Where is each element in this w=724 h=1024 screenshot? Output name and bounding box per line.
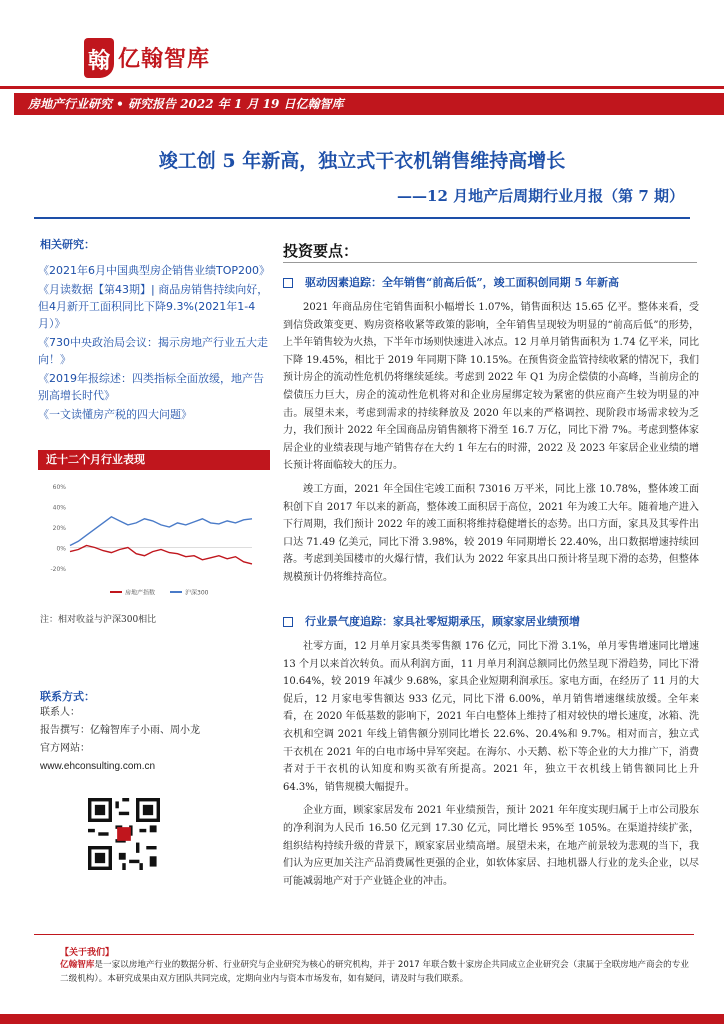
qr-code xyxy=(88,798,160,870)
chart-note: 注：相对收益与沪深300相比 xyxy=(40,615,157,625)
y-tick-label: 0% xyxy=(56,545,66,553)
about-text xyxy=(60,958,690,986)
contact-person: 联系人： xyxy=(40,707,80,718)
paragraph: 社零方面，12 月单月家具类零售额 176 亿元，同比下滑 3.1%，单月零售增速同比增速 13 个月以来首次转负。而从利润方面，11 月单月利润总额同比仍然呈现下滑趋势，同比下滑 10.64%，较 2019 年减少 9.68%，家具企业短期利润承压。家电方面，在经历了 11 月的大促后，12 月家电零售额达 933 亿元，同比下滑 6.00%，单月销售增速继续放缓。全年来看，在 2020 年低基数的影响下，2021 年白电整体上维持了相对较快的增长速度，冰箱、洗衣机和空调 2021 年线上销售额分别同比增长 22.6%、20.4%和 9.7%。相对而言，独立式干衣机在 2021 年的白电市场中异军突起。在海尔、小天鹅、松下等企业的大力推广下，消费者对于干衣机的认知度和购买欲有所提高。2021 年，独立干衣机线上销售额同比上升 64.3%，销售规模大幅提升。 xyxy=(283,641,699,793)
section-heading xyxy=(283,274,619,290)
about-heading: 【关于我们】 xyxy=(60,948,115,958)
y-tick-label: -20% xyxy=(50,566,66,573)
related-link[interactable]: 《月读数据【第43期】| 商品房销售持续向好，但4月新开工面积同比下降9.3%(2021年1-4月）》 xyxy=(38,283,269,330)
related-link[interactable]: 《一文读懂房产税的四大问题》 xyxy=(38,408,192,421)
performance-heading: 近十二个月行业表现 xyxy=(38,450,270,470)
y-tick-label: 20% xyxy=(52,525,66,532)
about-body: 是一家以房地产行业的数据分析、行业研究与企业研究为核心的研究机构，并于 2017 年联合数十家房企共同成立企业研究会（隶属于全联房地产商会的专业二级机构）。本研究成果由双方团队共同完成，定期向业内与资本市场发布，如有疑问，请及时与我们联系。 xyxy=(60,960,689,984)
section-heading xyxy=(283,613,580,629)
logo xyxy=(84,38,114,78)
footer-bar xyxy=(0,1014,724,1024)
contact-heading: 联系方式： xyxy=(40,690,95,703)
y-tick-label: 60% xyxy=(52,484,66,491)
contact-block xyxy=(40,704,200,776)
paragraph: 竣工方面，2021 年全国住宅竣工面积 73016 万平米，同比上涨 10.78%，整体竣工面积创下自 2017 年以来的新高，整体竣工面积居于高位，2021 年为竣工大年。随着地产进入下行周期，我们预计 2022 年的竣工面积将维持稳健增长的态势。出口方面，家具及其零件出口达 71.49 亿美元，同比下滑 3.98%，较 2019 年同期增长 22.40%，出口数据增速持续回落。考虑到美国楼市的火爆行情，我们认为 2022 年家具出口预计将呈现下滑的态势，但整体规模预计仍将维持高位。 xyxy=(283,483,699,583)
brand-name: 亿翰智库 xyxy=(118,47,211,72)
report-title: 竣工创 5 年新高，独立式干衣机销售维持高增长 xyxy=(158,150,566,172)
legend-label: 房地产指数 xyxy=(125,589,156,597)
related-link[interactable]: 《730中央政治局会议：揭示房地产行业五大走向！》 xyxy=(38,336,268,366)
paragraph: 企业方面，顾家家居发布 2021 年业绩预告，预计 2021 年年度实现归属于上市公司股东的净利润为人民币 16.50 亿元到 17.30 亿元，同比增长 95%至 105%。在渠道持续扩张，组织结构持续升级的背景下，顾家家居业绩高增。展望未来，在地产前景较为悲观的当下，我们认为应更加关注产品消费属性更强的企业，如软体家居、扫地机器人行业的龙头企业，以尽可能减弱地产对于产业链企业的冲击。 xyxy=(283,805,699,887)
contact-website-label: 官方网站： xyxy=(40,743,90,754)
checkbox-bullet-icon xyxy=(283,617,293,627)
checkbox-bullet-icon xyxy=(283,278,293,288)
section-title: 驱动因素追踪：全年销售“前高后低”，竣工面积创同期 5 年新高 xyxy=(305,276,619,289)
section-body xyxy=(283,638,699,890)
related-link[interactable]: 《2021年6月中国典型房企销售业绩TOP200》 xyxy=(38,264,270,277)
series-line xyxy=(70,517,252,546)
legend-label: 沪深300 xyxy=(185,589,209,597)
related-link[interactable]: 《2019年报综述：四类指标全面放缓，地产告别高增长时代》 xyxy=(38,372,264,402)
report-banner: 房地产行业研究 • 研究报告 2022 年 1 月 19 日亿翰智库 xyxy=(14,93,724,115)
contact-authors: 报告撰写：亿翰智库子小雨、周小龙 xyxy=(40,725,200,736)
about-brand: 亿翰智库 xyxy=(60,960,95,970)
y-tick-label: 40% xyxy=(52,504,66,512)
invest-divider xyxy=(283,262,697,263)
footer-divider xyxy=(34,934,694,935)
paragraph: 2021 年商品房住宅销售面积小幅增长 1.07%，销售面积达 15.65 亿平。整体来看，受到信贷政策变更、购房资格收紧等政策的影响，全年销售呈现较为明显的“前高后低”的形势，上半年销售较为火热，下半年市场则快速进入冰点。12 月单月销售面积为 1.74 亿平米，同比下降 19.45%，相比于 2019 年同期下降 10.15%。在预售资金监管持续收紧的情况下，我们预计房企的流动性危机仍将继续延续。考虑到 2022 年 Q1 为房企偿债的小高峰，当前房企的偿债压力巨大，房企的流动性危机将对和企业房屋绑定较为紧密的供应商产生较为明显的冲击。展望未来，考虑到需求的持续释放及 2020 年以来的严格调控、现阶段市场需求较为乏力，我们预计 2022 年全国商品房销售额将下滑至 16.7 万亿，同比下滑 7%。考虑到整体家居企业的业绩表现与地产销售存在大约 1 年左右的时滞，2022 及 2023 年家居企业业绩的增长预计将面临较大的压力。 xyxy=(283,302,699,472)
contact-website[interactable]: www.ehconsulting.com.cn xyxy=(40,761,156,772)
invest-heading: 投资要点： xyxy=(283,242,359,260)
report-subtitle: ——12 月地产后周期行业月报（第 7 期） xyxy=(397,187,684,205)
section-body xyxy=(283,299,699,587)
performance-chart xyxy=(40,478,270,608)
series-line xyxy=(70,546,252,564)
related-list xyxy=(38,262,270,425)
header-rule xyxy=(0,86,724,89)
section-title: 行业景气度追踪：家具社零短期承压，顾家家居业绩预增 xyxy=(305,615,580,628)
title-divider xyxy=(34,217,690,219)
logo-mark: 翰 xyxy=(88,49,111,74)
related-heading: 相关研究： xyxy=(40,238,95,251)
